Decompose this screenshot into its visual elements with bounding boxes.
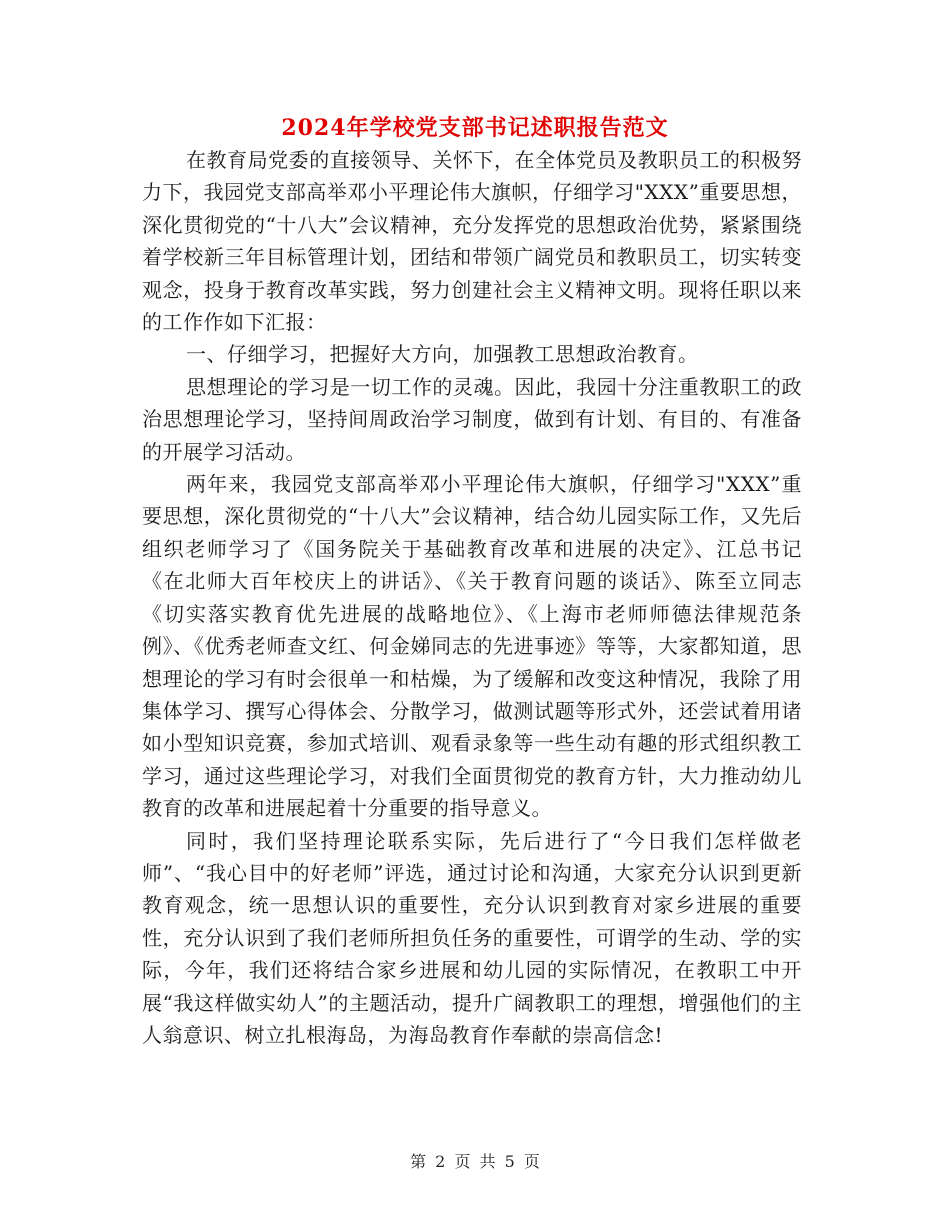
document-title: 2024年学校党支部书记述职报告范文 xyxy=(281,115,669,141)
document-body xyxy=(142,144,802,1051)
paragraph-intro: 在教育局党委的直接领导、关怀下，在全体党员及教职员工的积极努力下，我园党支部高举邓小平理论伟大旗帜，仔细学习"XXX”重要思想，深化贯彻党的“十八大”会议精神，充分发挥党的思想政治优势，紧紧围绕着学校新三年目标管理计划，团结和带领广阔党员和教职员工，切实转变观念，投身于教育改革实践，努力创建社会主义精神文明。现将任职以来的工作作如下汇报： xyxy=(142,148,802,335)
page-number-footer: 第 2 页 共 5 页 xyxy=(410,1152,540,1171)
section-heading-1: 一、仔细学习，把握好大方向，加强教工思想政治教育。 xyxy=(186,342,699,367)
paragraph-practice: 同时，我们坚持理论联系实际，先后进行了“今日我们怎样做老师”、“我心目中的好老师”评选，通过讨论和沟通，大家充分认识到更新教育观念，统一思想认识的重要性，充分认识到教育对家乡进展的重要性，充分认识到了我们老师所担负任务的重要性，可谓学的生动、学的实际，今年，我们还将结合家乡进展和幼儿园的实际情况，在教职工中开展“我这样做实幼人”的主题活动，提升广阔教职工的理想，增强他们的主人翁意识、树立扎根海岛，为海岛教育作奉献的崇高信念! xyxy=(142,828,802,1047)
paragraph-theory: 思想理论的学习是一切工作的灵魂。因此，我园十分注重教职工的政治思想理论学习，坚持间周政治学习制度，做到有计划、有目的、有准备的开展学习活动。 xyxy=(142,374,802,464)
paragraph-two-years: 两年来，我园党支部高举邓小平理论伟大旗帜，仔细学习"XXX”重要思想，深化贯彻党的“十八大”会议精神，结合幼儿园实际工作，又先后组织老师学习了《国务院关于基础教育改革和进展的决定》、江总书记《在北师大百年校庆上的讲话》、《关于教育问题的谈话》、陈至立同志《切实落实教育优先进展的战略地位》、《上海市老师师德法律规范条例》、《优秀老师查文红、何金娣同志的先进事迹》等等，大家都知道，思想理论的学习有时会很单一和枯燥，为了缓解和改变这种情况，我除了用集体学习、撰写心得体会、分散学习，做测试题等形式外，还尝试着用诸如小型知识竞赛，参加式培训、观看录象等一些生动有趣的形式组织教工学习，通过这些理论学习，对我们全面贯彻党的教育方针，大力推动幼儿教育的改革和进展起着十分重要的指导意义。 xyxy=(142,472,802,821)
